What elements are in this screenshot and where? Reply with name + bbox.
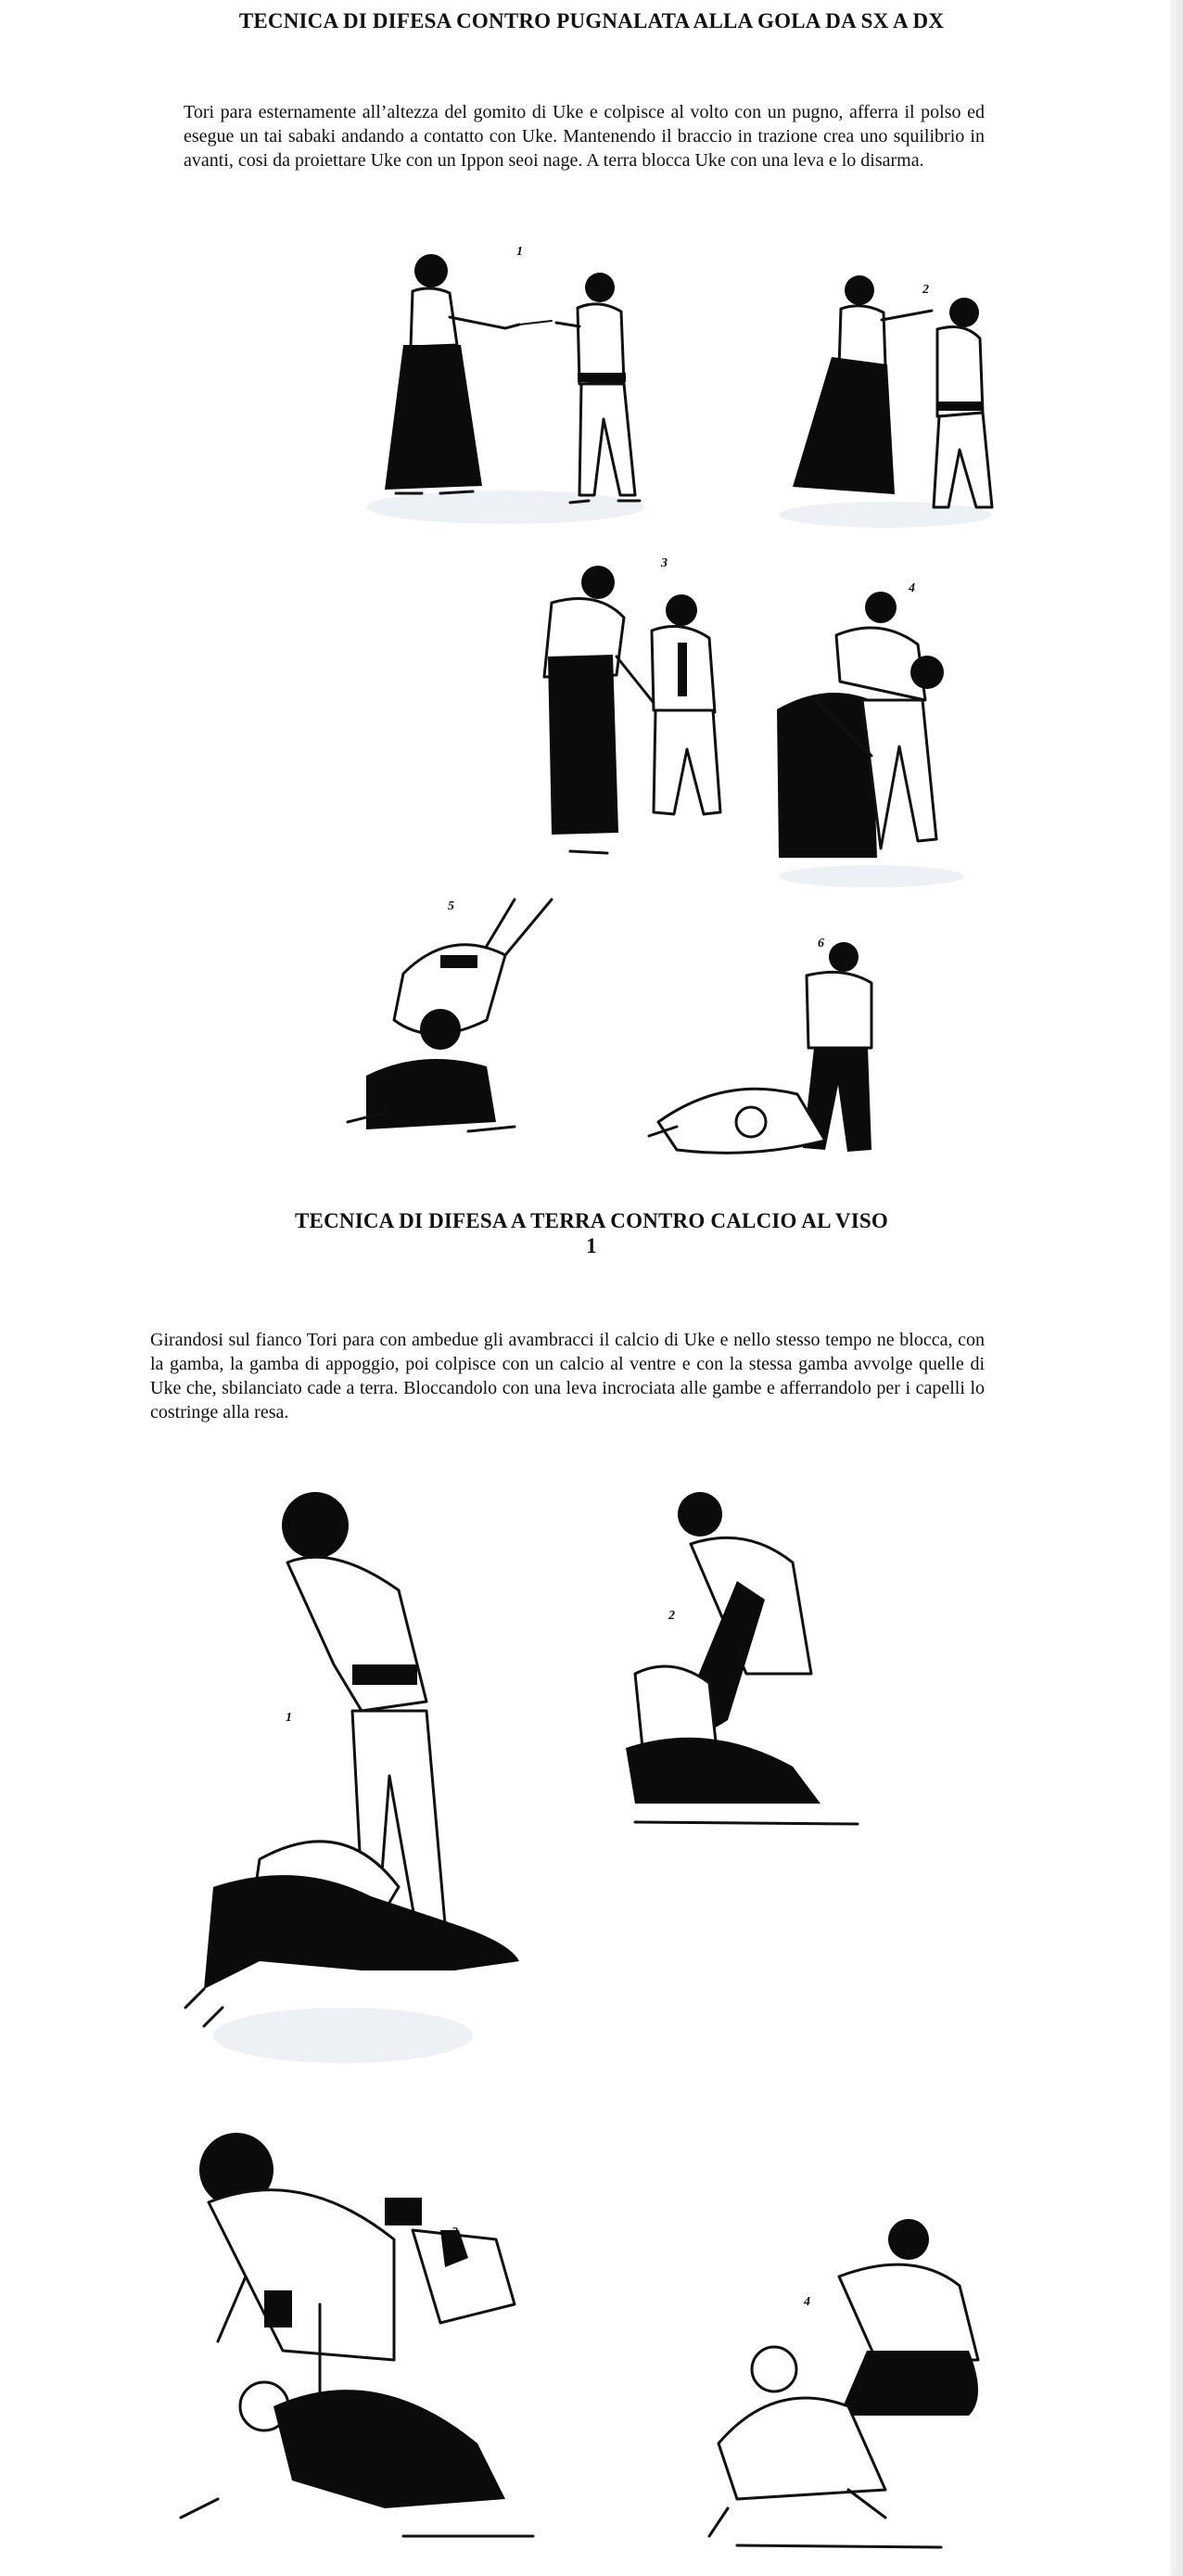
figure-number-ground-2: 2 [668,1609,675,1623]
section2-paragraph: Girandosi sul fianco Tori para con ambedue gli avambracci il calcio di Uke e nello stesso tempo ne blocca, con la gamba, la gamba di appoggio, poi colpisce con un calcio al ventre e con la stessa gamba avvolge quelle di Uke che, sbilanciato cade a terra. Bloccandolo con una leva incrociata alle gambe e afferrandolo per i capelli lo costringe alla resa. [150,1330,985,1422]
figure-number-ground-1: 1 [286,1711,292,1725]
illustration-ground-figure-1 [148,1488,538,2068]
illustration-figure-5 [329,890,561,1159]
section1-paragraph: Tori para esternamente all’altezza del gomito di Uke e colpisce al volto con un pugno, afferra il polso ed esegue un tai sabaki andando a contatto con Uke. Mantenendo il braccio in trazione crea uno squilibrio in avanti, cosi da proiettare Uke con un Ippon seoi nage. A terra blocca Uke con una leva e lo disarma. [184,102,985,171]
figure-number-3: 3 [661,556,668,570]
illustration-ground-figure-4 [700,2212,987,2559]
section2-subtitle: 1 [586,1234,597,1257]
illustration-figure-4 [760,580,969,890]
figure-number-4: 4 [909,581,915,595]
illustration-figure-6 [640,937,918,1178]
figure-number-6: 6 [818,937,824,950]
illustration-figure-3 [515,555,737,870]
page-edge-shadow [1170,0,1183,2576]
illustration-figure-2 [774,264,1001,529]
illustration-figure-1 [357,243,654,521]
illustration-ground-figure-3 [162,2128,579,2555]
section2-title: TECNICA DI DIFESA A TERRA CONTRO CALCIO AL VISO [295,1209,888,1232]
figure-number-ground-3: 3 [452,2225,458,2239]
figure-number-ground-4: 4 [804,2295,810,2309]
section1-title: TECNICA DI DIFESA CONTRO PUGNALATA ALLA GOLA DA SX A DX [238,9,945,32]
figure-number-2: 2 [922,283,929,297]
figure-number-1: 1 [516,245,523,259]
illustration-ground-figure-2 [617,1488,885,1831]
figure-number-5: 5 [448,899,454,913]
